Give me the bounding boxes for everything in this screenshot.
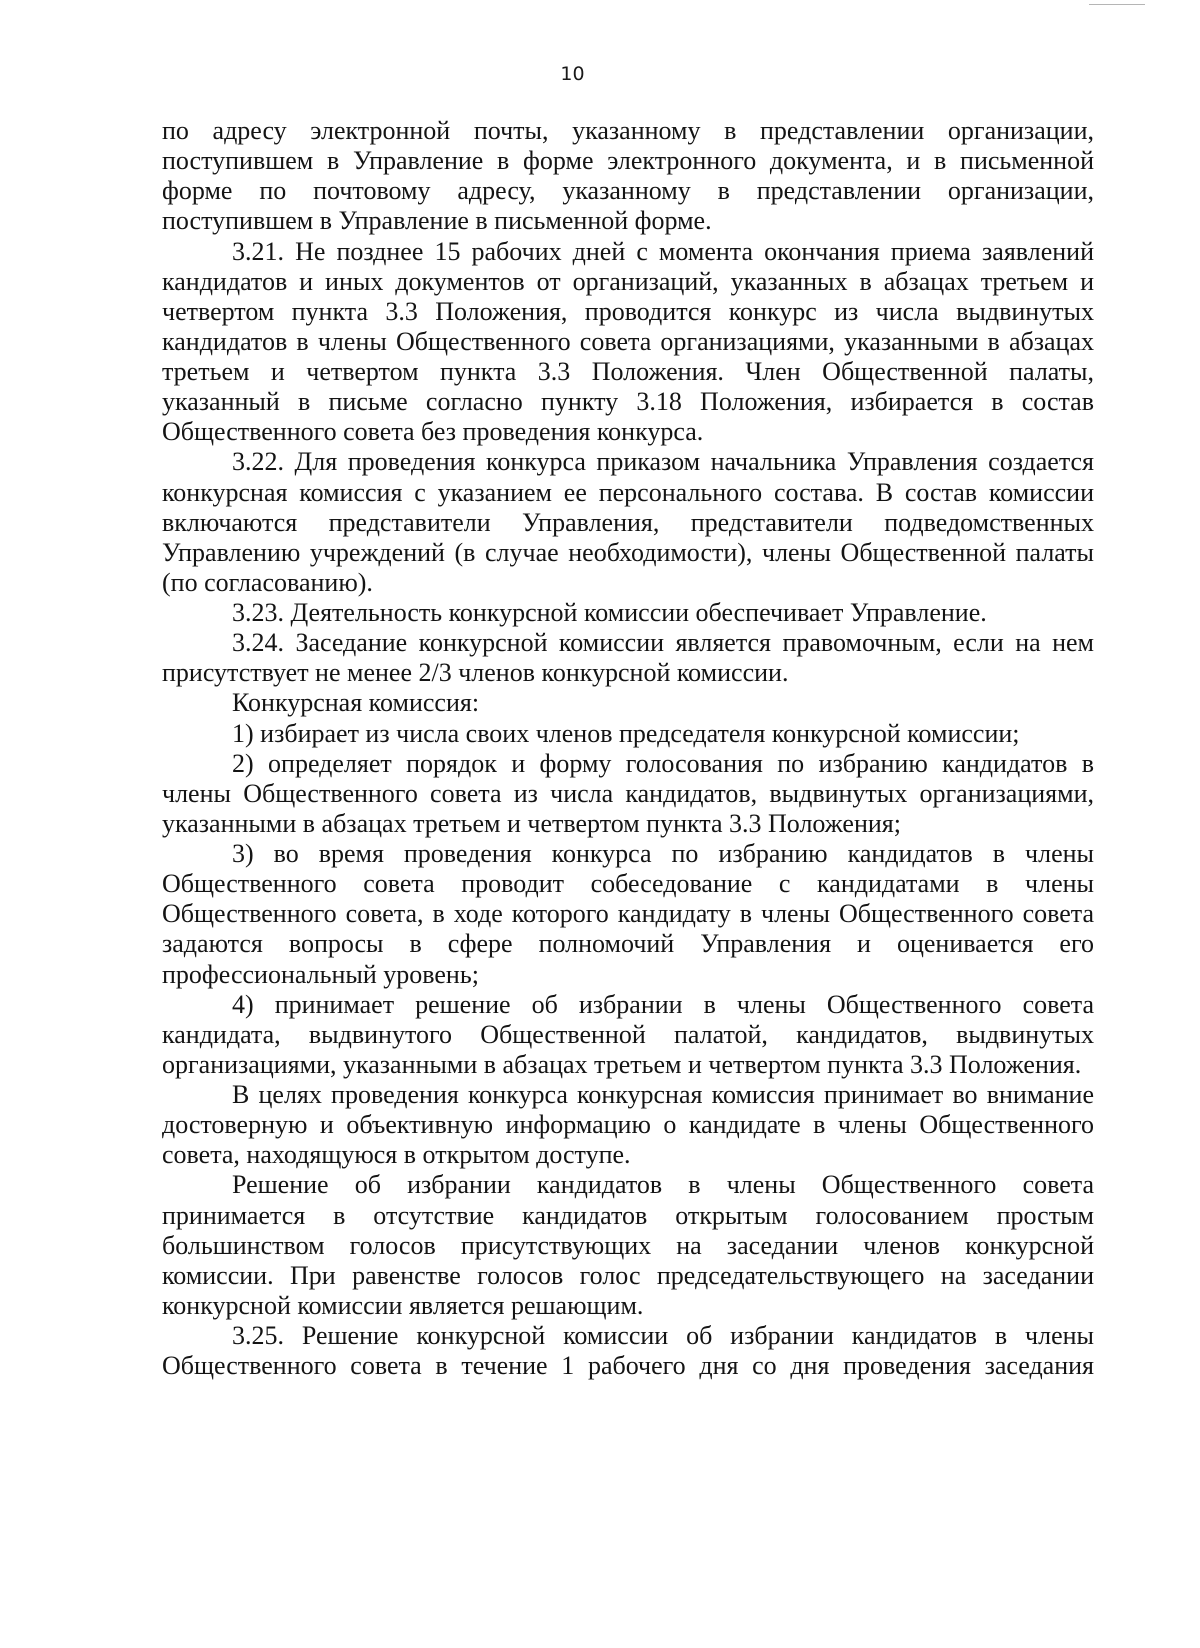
list-item-2: 2) определяет порядок и форму голосования по избранию кандидатов в члены Общественного совета из числа кандидатов, выдвинутых организациями, указанными в абзацах третьем и четвертом пункта 3.3 Положения; — [162, 748, 1094, 838]
paragraph-3-24: 3.24. Заседание конкурсной комиссии является правомочным, если на нем присутствует не менее 2/3 членов конкурсной комиссии. — [162, 628, 1094, 688]
paragraph-information: В целях проведения конкурса конкурсная комиссия принимает во внимание достоверную и объективную информацию о кандидате в члены Общественного совета, находящуюся в открытом доступе. — [162, 1080, 1094, 1170]
page-number: 10 — [560, 63, 585, 85]
paragraph-commission-heading: Конкурсная комиссия: — [232, 688, 480, 718]
scan-edge-mark — [1089, 4, 1145, 5]
paragraph-continuation: по адресу электронной почты, указанному в представлении организации, поступившем в Управление в форме электронного документа, и в письменной форме по почтовому адресу, указанному в представлении организации, поступившем в Управление в письменной форме. — [162, 116, 1094, 236]
list-item-4: 4) принимает решение об избрании в члены Общественного совета кандидата, выдвинутого Общественной палатой, кандидатов, выдвинутых организациями, указанными в абзацах третьем и четвертом пункта 3.3 Положения. — [162, 989, 1094, 1079]
paragraph-3-22: 3.22. Для проведения конкурса приказом начальника Управления создается конкурсная комиссия с указанием ее персонального состава. В состав комиссии включаются представители Управления, представители подведомственных Управлению учреждений (в случае необходимости), члены Общественной палаты (по согласованию). — [162, 447, 1094, 597]
paragraph-3-25: 3.25. Решение конкурсной комиссии об избрании кандидатов в члены Общественного совета в течение 1 рабочего дня со дня проведения заседания — [162, 1321, 1094, 1381]
paragraph-voting: Решение об избрании кандидатов в члены Общественного совета принимается в отсутствие кандидатов открытым голосованием простым большинством голосов присутствующих на заседании членов конкурсной комиссии. При равенстве голосов голос председательствующего на заседании конкурсной комиссии является решающим. — [162, 1170, 1094, 1320]
list-item-3: 3) во время проведения конкурса по избранию кандидатов в члены Общественного совета проводит собеседование с кандидатами в члены Общественного совета, в ходе которого кандидату в члены Общественного совета задаются вопросы в сфере полномочий Управления и оценивается его профессиональный уровень; — [162, 839, 1094, 989]
document-body — [162, 116, 1094, 1381]
list-item-1: 1) избирает из числа своих членов председателя конкурсной комиссии; — [232, 718, 1020, 748]
paragraph-3-23: 3.23. Деятельность конкурсной комиссии обеспечивает Управление. — [232, 598, 987, 627]
paragraph-3-21: 3.21. Не позднее 15 рабочих дней с момента окончания приема заявлений кандидатов и иных документов от организаций, указанных в абзацах третьем и четвертом пункта 3.3 Положения, проводится конкурс из числа выдвинутых кандидатов в члены Общественного совета организациями, указанными в абзацах третьем и четвертом пункта 3.3 Положения. Член Общественной палаты, указанный в письме согласно пункту 3.18 Положения, избирается в состав Общественного совета без проведения конкурса. — [162, 236, 1094, 447]
